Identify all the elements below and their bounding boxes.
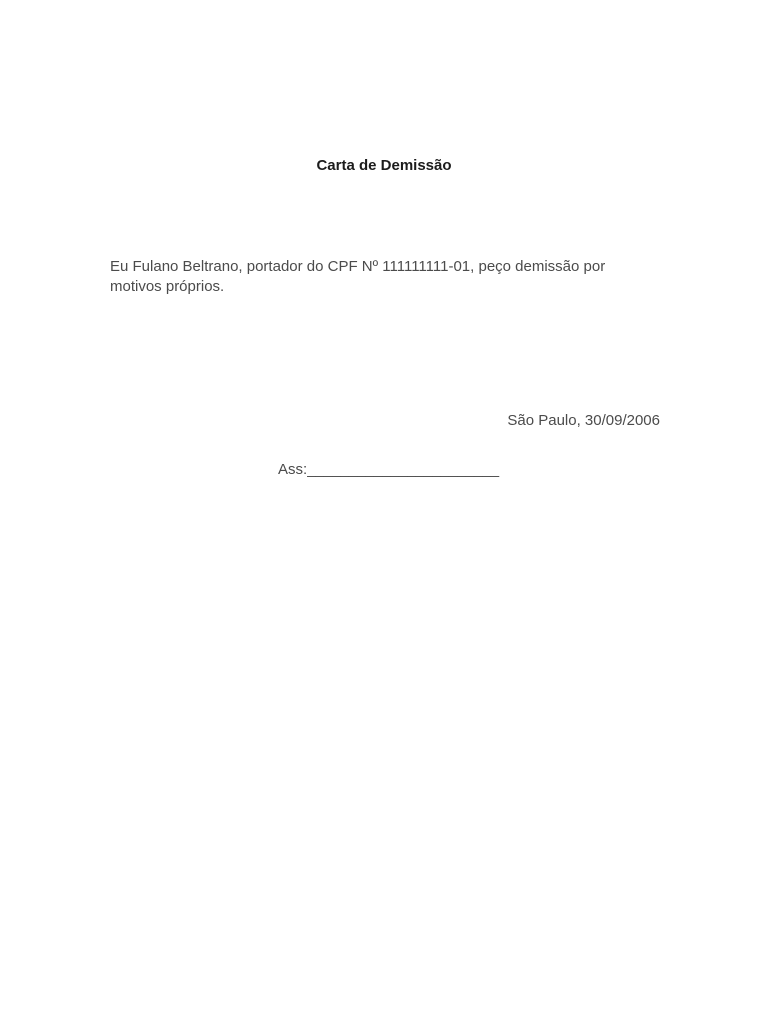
signature-blank-line: _______________________ (307, 461, 500, 478)
body-paragraph-line-1: Eu Fulano Beltrano, portador do CPF Nº 111111111-01, peço demissão por (110, 258, 606, 275)
signature-line (278, 461, 499, 478)
city-date-line: São Paulo, 30/09/2006 (507, 412, 660, 429)
document-title: Carta de Demissão (316, 157, 452, 174)
body-paragraph-line-2: motivos próprios. (110, 278, 225, 295)
signature-label: Ass: (278, 461, 308, 478)
